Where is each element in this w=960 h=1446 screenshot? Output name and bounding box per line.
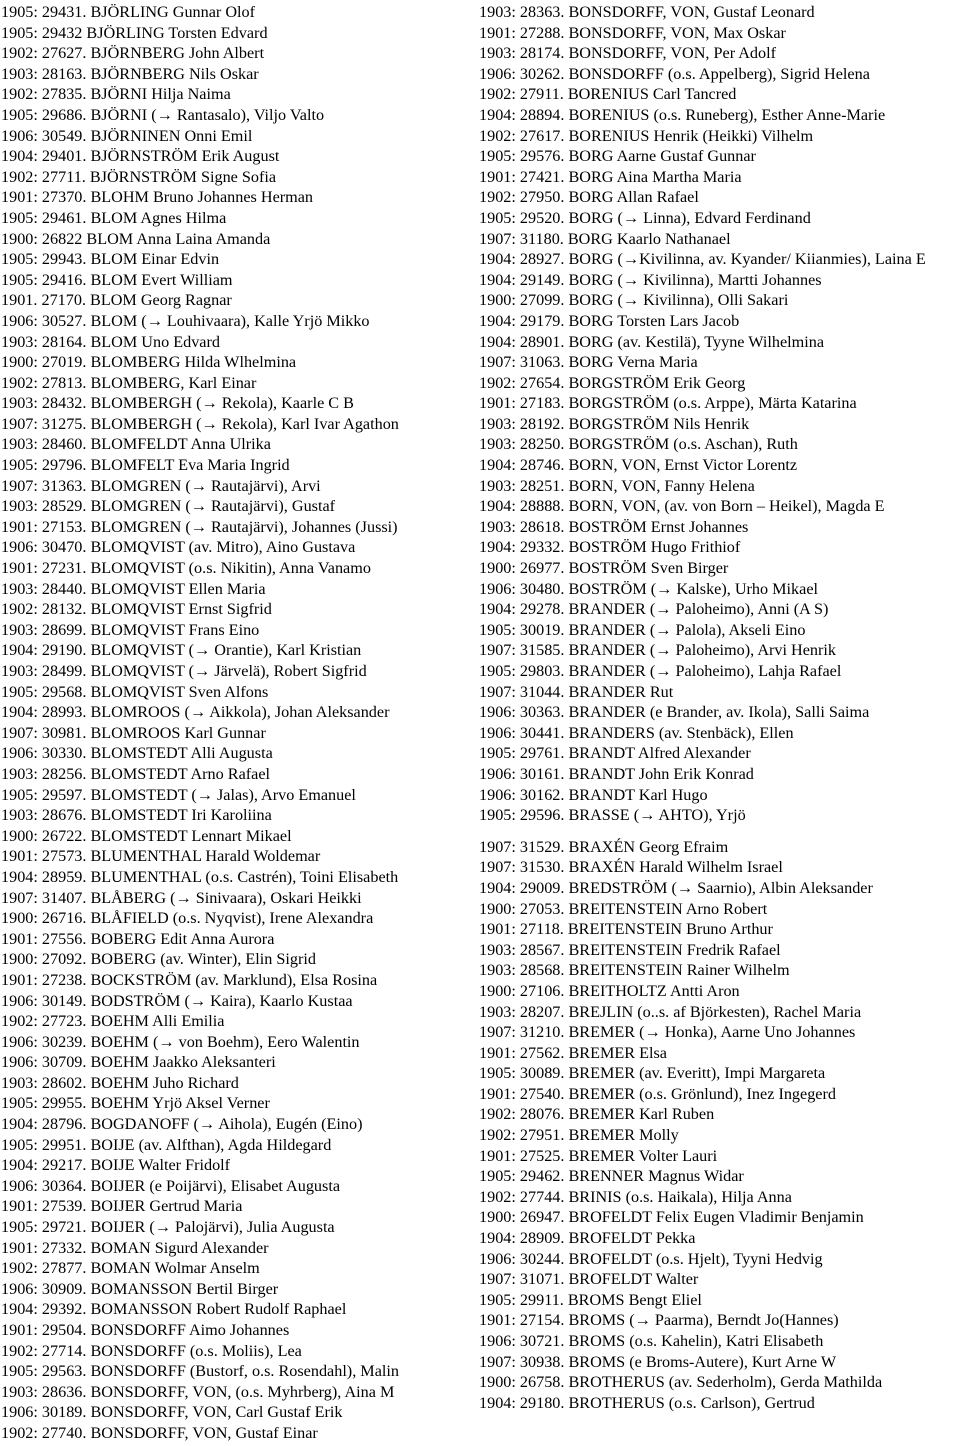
register-entry: 1905: 29761. BRANDT Alfred Alexander	[479, 744, 751, 763]
register-entry: 1901: 27556. BOBERG Edit Anna Aurora	[1, 929, 275, 948]
register-entry: 1907: 31407. BLÅBERG (→ Sinivaara), Oskari Heikki	[1, 888, 362, 907]
register-entry: 1905: 29597. BLOMSTEDT (→ Jalas), Arvo Emanuel	[1, 785, 356, 804]
register-entry: 1904: 28796. BOGDANOFF (→ Aihola), Eugén (Eino)	[1, 1115, 363, 1134]
register-entry: 1907: 30938. BROMS (e Broms-Autere), Kurt Arne W	[479, 1352, 837, 1371]
register-entry: 1903: 28699. BLOMQVIST Frans Eino	[1, 620, 260, 639]
register-entry: 1903: 28636. BONSDORFF, VON, (o.s. Myhrberg), Aina M	[1, 1382, 395, 1401]
register-entry: 1901: 27231. BLOMQVIST (o.s. Nikitin), Anna Vanamo	[1, 559, 371, 578]
register-entry: 1900: 26722. BLOMSTEDT Lennart Mikael	[1, 826, 292, 845]
register-entry: 1905: 29803. BRANDER (→ Paloheimo), Lahja Rafael	[479, 662, 842, 680]
register-entry: 1901: 27332. BOMAN Sigurd Alexander	[1, 1238, 269, 1257]
register-entry: 1904: 29190. BLOMQVIST (→ Orantie), Karl Kristian	[1, 641, 362, 660]
register-entry: 1900: 27106. BREITHOLTZ Antti Aron	[479, 981, 740, 1000]
register-entry: 1906: 30441. BRANDERS (av. Stenbäck), Ellen	[479, 723, 794, 742]
register-entry: 1904: 29278. BRANDER (→ Paloheimo), Anni (A S)	[479, 600, 829, 619]
register-entry: 1906: 30721. BROMS (o.s. Kahelin), Katri Elisabeth	[479, 1332, 824, 1350]
register-entry: 1903: 28363. BONSDORFF, VON, Gustaf Leonard	[479, 3, 815, 21]
register-entry: 1907: 31044. BRANDER Rut	[479, 682, 674, 701]
register-entry: 1903: 28440. BLOMQVIST Ellen Maria	[1, 579, 266, 598]
register-entry: 1905: 29568. BLOMQVIST Sven Alfons	[1, 682, 269, 701]
register-entry: 1904: 28888. BORN, VON, (av. von Born – Heikel), Magda E	[479, 497, 885, 516]
register-entry: 1904: 29179. BORG Torsten Lars Jacob	[479, 311, 740, 330]
register-entry: 1902: 27654. BORGSTRÖM Erik Georg	[479, 373, 746, 392]
register-entry: 1903: 28567. BREITENSTEIN Fredrik Rafael	[479, 940, 781, 959]
register-entry: 1905: 29416. BLOM Evert William	[1, 270, 233, 289]
register-entry: 1903: 28207. BREJLIN (o..s. af Björkesten), Rachel Maria	[479, 1002, 862, 1021]
register-entry: 1901: 27118. BREITENSTEIN Bruno Arthur	[479, 920, 773, 939]
register-entry: 1901. 27170. BLOM Georg Ragnar	[1, 291, 232, 310]
register-entry: 1903: 28602. BOEHM Juho Richard	[1, 1073, 239, 1092]
register-entry: 1902: 28132. BLOMQVIST Ernst Sigfrid	[1, 600, 272, 619]
register-entry: 1901: 27153. BLOMGREN (→ Rautajärvi), Johannes (Jussi)	[1, 517, 398, 536]
register-entry: 1906: 30363. BRANDER (e Brander, av. Ikola), Salli Saima	[479, 703, 870, 722]
register-entry: 1903: 28676. BLOMSTEDT Iri Karoliina	[1, 806, 272, 825]
register-entry: 1901: 27238. BOCKSTRÖM (av. Marklund), Elsa Rosina	[1, 970, 378, 989]
register-entry: 1906: 30239. BOEHM (→ von Boehm), Eero Walentin	[1, 1032, 360, 1051]
register-entry: 1902: 27723. BOEHM Alli Emilia	[1, 1012, 225, 1031]
register-entry: 1905: 29563. BONSDORFF (Bustorf, o.s. Rosendahl), Malin	[1, 1362, 399, 1381]
register-entry: 1906: 30244. BROFELDT (o.s. Hjelt), Tyyni Hedvig	[479, 1249, 823, 1268]
register-entry: 1907: 31180. BORG Kaarlo Nathanael	[479, 229, 731, 248]
register-entry: 1900: 26977. BOSTRÖM Sven Birger	[479, 559, 729, 578]
register-entry: 1904: 28901. BORG (av. Kestilä), Tyyne Wilhelmina	[479, 332, 825, 351]
register-entry: 1904: 29401. BJÖRNSTRÖM Erik August	[1, 147, 280, 166]
register-entry: 1904: 28746. BORN, VON, Ernst Victor Lorentz	[479, 456, 798, 475]
register-entry: 1905: 29520. BORG (→ Linna), Edvard Ferdinand	[479, 208, 811, 227]
register-entry: 1905: 30089. BREMER (av. Everitt), Impi Margareta	[479, 1064, 826, 1083]
register-entry: 1901: 27370. BLOHM Bruno Johannes Herman	[1, 188, 314, 207]
register-entry: 1901: 27288. BONSDORFF, VON, Max Oskar	[479, 23, 786, 42]
register-entry: 1907: 31063. BORG Verna Maria	[479, 353, 698, 372]
register-entry: 1903: 28251. BORN, VON, Fanny Helena	[479, 476, 755, 495]
register-entry: 1903: 28432. BLOMBERGH (→ Rekola), Kaarle C B	[1, 394, 354, 413]
register-entry: 1907: 31530. BRAXÉN Harald Wilhelm Israel	[479, 858, 783, 877]
register-entry: 1904: 29009. BREDSTRÖM (→ Saarnio), Albin Aleksander	[479, 878, 873, 897]
register-entry: 1905: 29576. BORG Aarne Gustaf Gunnar	[479, 147, 756, 166]
register-entry: 1901: 27154. BROMS (→ Paarma), Berndt Jo(Hannes)	[479, 1311, 839, 1330]
register-entry: 1903: 28250. BORGSTRÖM (o.s. Aschan), Ruth	[479, 435, 798, 454]
register-entry: 1902: 27911. BORENIUS Carl Tancred	[479, 85, 737, 104]
register-entry: 1907: 31275. BLOMBERGH (→ Rekola), Karl Ivar Agathon	[1, 414, 399, 433]
register-entry: 1905: 29596. BRASSE (→ AHTO), Yrjö	[479, 806, 746, 825]
register-entry: 1905: 29461. BLOM Agnes Hilma	[1, 208, 227, 227]
register-entry: 1900: 26716. BLÅFIELD (o.s. Nyqvist), Irene Alexandra	[1, 909, 374, 928]
register-entry: 1907: 31529. BRAXÉN Georg Efraim	[479, 837, 729, 856]
register-entry: 1906: 30330. BLOMSTEDT Alli Augusta	[1, 744, 273, 763]
register-entry: 1905: 29432 BJÖRLING Torsten Edvard	[1, 23, 268, 42]
register-entry: 1904: 28993. BLOMROOS (→ Aikkola), Johan Aleksander	[1, 703, 390, 722]
register-entry: 1906: 30470. BLOMQVIST (av. Mitro), Aino Gustava	[1, 538, 356, 557]
register-entry: 1900: 27092. BOBERG (av. Winter), Elin Sigrid	[1, 950, 316, 969]
register-entry: 1906: 30262. BONSDORFF (o.s. Appelberg), Sigrid Helena	[479, 64, 870, 83]
register-entry: 1906: 30364. BOIJER (e Poijärvi), Elisabet Augusta	[1, 1176, 341, 1195]
register-entry: 1903: 28499. BLOMQVIST (→ Järvelä), Robert Sigfrid	[1, 662, 367, 680]
register-entry: 1902: 28076. BREMER Karl Ruben	[479, 1105, 715, 1124]
register-entry: 1907: 30981. BLOMROOS Karl Gunnar	[1, 723, 266, 742]
register-entry: 1902: 27740. BONSDORFF, VON, Gustaf Einar	[1, 1423, 318, 1442]
register-entry: 1905: 30019. BRANDER (→ Palola), Akseli Eino	[479, 620, 806, 639]
register-entry: 1903: 28529. BLOMGREN (→ Rautajärvi), Gustaf	[1, 497, 336, 516]
register-entry: 1905: 29431. BJÖRLING Gunnar Olof	[1, 3, 256, 21]
register-entry: 1902: 27617. BORENIUS Henrik (Heikki) Vilhelm	[479, 126, 814, 145]
register-entry: 1905: 29462. BRENNER Magnus Widar	[479, 1167, 744, 1186]
register-entry: 1902: 27813. BLOMBERG, Karl Einar	[1, 373, 257, 392]
register-entry: 1902: 27951. BREMER Molly	[479, 1126, 679, 1145]
register-entry: 1900: 26822 BLOM Anna Laina Amanda	[1, 229, 271, 248]
register-entry: 1902: 27627. BJÖRNBERG John Albert	[1, 44, 265, 63]
register-entry: 1902: 27877. BOMAN Wolmar Anselm	[1, 1259, 260, 1278]
register-entry: 1907: 31363. BLOMGREN (→ Rautajärvi), Arvi	[1, 476, 321, 495]
register-entry: 1906: 30549. BJÖRNINEN Onni Emil	[1, 126, 253, 145]
register-entry: 1901: 27562. BREMER Elsa	[479, 1043, 667, 1062]
register-entry: 1900: 27099. BORG (→ Kivilinna), Olli Sakari	[479, 291, 789, 310]
register-entry: 1901: 27573. BLUMENTHAL Harald Woldemar	[1, 847, 321, 866]
register-entry: 1906: 30909. BOMANSSON Bertil Birger	[1, 1279, 279, 1298]
register-entry: 1906: 30527. BLOM (→ Louhivaara), Kalle Yrjö Mikko	[1, 311, 370, 330]
register-entry: 1904: 28909. BROFELDT Pekka	[479, 1229, 696, 1248]
register-entry: 1902: 27835. BJÖRNI Hilja Naima	[1, 85, 231, 104]
register-entry: 1901: 27540. BREMER (o.s. Grönlund), Inez Ingegerd	[479, 1084, 836, 1103]
register-entry: 1905: 29911. BROMS Bengt Eliel	[479, 1290, 702, 1309]
register-entry: 1904: 29149. BORG (→ Kivilinna), Martti Johannes	[479, 270, 822, 289]
register-entry: 1905: 29686. BJÖRNI (→ Rantasalo), Viljo Valto	[1, 105, 325, 124]
register-entry: 1906: 30162. BRANDT Karl Hugo	[479, 785, 708, 804]
register-entry: 1905: 29951. BOIJE (av. Alfthan), Agda Hildegard	[1, 1135, 332, 1154]
register-entry: 1901: 27183. BORGSTRÖM (o.s. Arppe), Märta Katarina	[479, 394, 857, 413]
register-entry: 1903: 28618. BOSTRÖM Ernst Johannes	[479, 517, 749, 536]
register-entry: 1900: 26758. BROTHERUS (av. Sederholm), Gerda Mathilda	[479, 1373, 883, 1392]
register-entry: 1904: 28894. BORENIUS (o.s. Runeberg), Esther Anne-Marie	[479, 105, 886, 124]
register-entry: 1900: 27019. BLOMBERG Hilda Wlhelmina	[1, 353, 297, 372]
register-entry: 1904: 29392. BOMANSSON Robert Rudolf Raphael	[1, 1300, 347, 1319]
register-entry: 1903: 28192. BORGSTRÖM Nils Henrik	[479, 414, 750, 433]
right-column	[479, 2, 957, 1413]
register-entry: 1901: 29504. BONSDORFF Aimo Johannes	[1, 1321, 290, 1339]
register-entry: 1906: 30149. BODSTRÖM (→ Kaira), Kaarlo Kustaa	[1, 991, 353, 1010]
register-entry: 1901: 27421. BORG Aina Martha Maria	[479, 167, 742, 186]
register-entry: 1906: 30480. BOSTRÖM (→ Kalske), Urho Mikael	[479, 579, 819, 598]
register-entry: 1903: 28163. BJÖRNBERG Nils Oskar	[1, 64, 259, 83]
register-entry: 1907: 31585. BRANDER (→ Paloheimo), Arvi Henrik	[479, 641, 837, 660]
register-entry: 1906: 30161. BRANDT John Erik Konrad	[479, 764, 754, 783]
register-entry: 1902: 27711. BJÖRNSTRÖM Signe Sofia	[1, 167, 277, 186]
register-entry: 1902: 27744. BRINIS (o.s. Haikala), Hilja Anna	[479, 1187, 792, 1206]
register-entry: 1904: 29180. BROTHERUS (o.s. Carlson), Gertrud	[479, 1393, 815, 1412]
register-entry: 1903: 28164. BLOM Uno Edvard	[1, 332, 220, 351]
register-entry: 1904: 28927. BORG (→Kivilinna, av. Kyander/ Kiianmies), Laina E	[479, 250, 926, 269]
register-entry: 1907: 31071. BROFELDT Walter	[479, 1270, 699, 1289]
register-entry: 1905: 29943. BLOM Einar Edvin	[1, 250, 220, 269]
register-entry: 1903: 28256. BLOMSTEDT Arno Rafael	[1, 764, 271, 783]
register-entry: 1904: 28959. BLUMENTHAL (o.s. Castrén), Toini Elisabeth	[1, 867, 399, 886]
register-entry: 1901: 27539. BOIJER Gertrud Maria	[1, 1197, 243, 1216]
register-entry: 1903: 28174. BONSDORFF, VON, Per Adolf	[479, 44, 777, 63]
register-entry: 1905: 29721. BOIJER (→ Palojärvi), Julia Augusta	[1, 1218, 335, 1237]
register-entry: 1902: 27714. BONSDORFF (o.s. Moliis), Lea	[1, 1341, 302, 1360]
register-entry: 1904: 29332. BOSTRÖM Hugo Frithiof	[479, 538, 741, 557]
register-entry: 1900: 26947. BROFELDT Felix Eugen Vladimir Benjamin	[479, 1208, 864, 1227]
register-entry: 1905: 29796. BLOMFELT Eva Maria Ingrid	[1, 456, 290, 475]
register-entry: 1901: 27525. BREMER Volter Lauri	[479, 1146, 718, 1165]
register-entry: 1905: 29955. BOEHM Yrjö Aksel Verner	[1, 1094, 270, 1113]
register-entry: 1904: 29217. BOIJE Walter Fridolf	[1, 1156, 231, 1175]
register-entry: 1902: 27950. BORG Allan Rafael	[479, 188, 699, 207]
left-column	[1, 2, 471, 1444]
register-entry: 1903: 28568. BREITENSTEIN Rainer Wilhelm	[479, 961, 790, 980]
register-entry: 1906: 30709. BOEHM Jaakko Aleksanteri	[1, 1053, 276, 1072]
register-entry: 1907: 31210. BREMER (→ Honka), Aarne Uno Johannes	[479, 1023, 856, 1042]
register-entry: 1900: 27053. BREITENSTEIN Arno Robert	[479, 899, 768, 918]
register-entry: 1906: 30189. BONSDORFF, VON, Carl Gustaf Erik	[1, 1403, 343, 1422]
register-entry: 1903: 28460. BLOMFELDT Anna Ulrika	[1, 435, 271, 454]
